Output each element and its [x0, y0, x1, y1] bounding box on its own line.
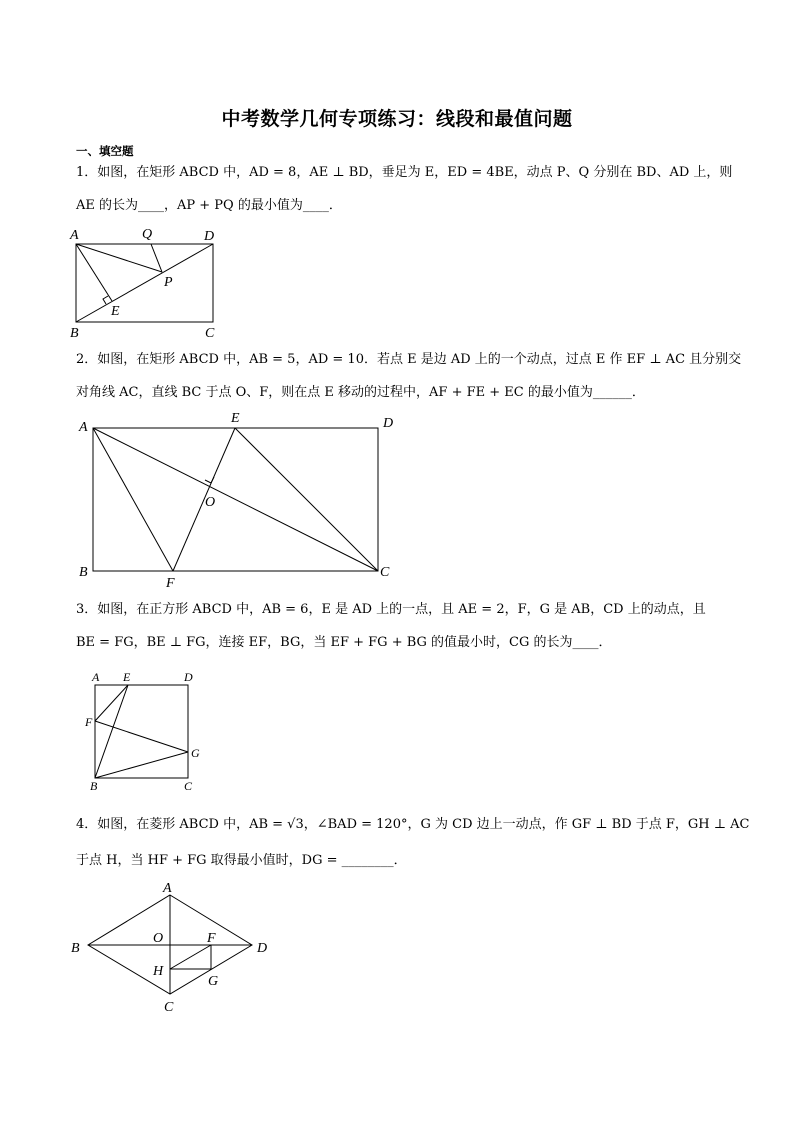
label-o: O — [205, 495, 216, 510]
question-4-line-2: 于点 H，当 HF + FG 取得最小值时，DG = ________． — [76, 853, 407, 868]
label-g: G — [208, 974, 219, 989]
question-2-line-1: 2．如图，在矩形 ABCD 中，AB = 5，AD = 10．若点 E 是边 AD 上的一个动点，过点 E 作 EF ⊥ AC 且分别交 — [76, 352, 742, 367]
label-b: B — [70, 326, 79, 341]
label-c: C — [164, 1000, 174, 1015]
label-b: B — [90, 779, 98, 793]
question-1-line-1: 1．如图，在矩形 ABCD 中，AD = 8，AE ⊥ BD，垂足为 E，ED = 4BE，动点 P、Q 分别在 BD、AD 上，则 — [76, 165, 733, 180]
figure-1 — [66, 222, 236, 342]
page-title: 中考数学几何专项练习：线段和最值问题 — [221, 108, 573, 130]
figure-3 — [82, 668, 212, 794]
label-q: Q — [142, 227, 153, 242]
segment-fg — [95, 721, 188, 752]
label-g: G — [191, 746, 200, 760]
diagonal-bd — [76, 244, 213, 322]
label-f: F — [166, 576, 175, 588]
label-e: E — [111, 304, 120, 319]
label-d: D — [204, 229, 215, 244]
label-b: B — [79, 565, 88, 580]
section-heading: 一、填空题 — [76, 144, 134, 158]
label-h: H — [153, 964, 164, 979]
label-b: B — [71, 941, 80, 956]
segment-af — [93, 428, 173, 571]
question-3-line-1: 3．如图，在正方形 ABCD 中，AB = 6，E 是 AD 上的一点，且 AE = 2，F，G 是 AB，CD 上的动点，且 — [76, 602, 706, 617]
segment-bg — [95, 752, 188, 778]
segment-ec — [235, 428, 378, 571]
diagonal-ac — [93, 428, 378, 571]
segment-hf — [170, 945, 211, 969]
segment-ae — [76, 244, 112, 301]
label-d: D — [257, 941, 268, 956]
question-2-line-2: 对角线 AC，直线 BC 于点 O、F，则在点 E 移动的过程中，AF + FE + EC 的最小值为______． — [76, 385, 645, 400]
label-d: D — [383, 416, 394, 431]
label-p: P — [164, 275, 173, 290]
label-a: A — [79, 420, 88, 435]
label-c: C — [205, 326, 215, 341]
label-e: E — [231, 411, 240, 426]
segment-fe — [173, 428, 235, 571]
label-f: F — [85, 715, 93, 729]
label-o: O — [153, 931, 164, 946]
right-angle-mark — [205, 477, 214, 483]
label-a: A — [163, 881, 172, 896]
figure-2 — [74, 410, 404, 588]
label-c: C — [380, 565, 390, 580]
question-3-line-2: BE = FG，BE ⊥ FG，连接 EF，BG，当 EF + FG + BG 的值最小时，CG 的长为____． — [76, 635, 612, 650]
segment-ap — [76, 244, 162, 272]
segment-pq — [151, 244, 162, 272]
right-angle-mark — [103, 296, 108, 304]
question-4-line-1: 4．如图，在菱形 ABCD 中，AB = √3，∠BAD = 120°，G 为 CD 边上一动点，作 GF ⊥ BD 于点 F，GH ⊥ AC — [76, 817, 750, 832]
segment-be — [95, 685, 128, 778]
label-e: E — [123, 670, 131, 684]
label-d: D — [184, 670, 193, 684]
question-1-line-2: AE 的长为____，AP + PQ 的最小值为____． — [76, 198, 342, 213]
segment-fe — [95, 685, 128, 721]
label-c: C — [184, 779, 193, 793]
label-f: F — [207, 931, 216, 946]
label-a: A — [92, 670, 100, 684]
label-a: A — [70, 228, 79, 243]
figure-4 — [66, 876, 286, 1016]
square-abcd — [95, 685, 188, 778]
